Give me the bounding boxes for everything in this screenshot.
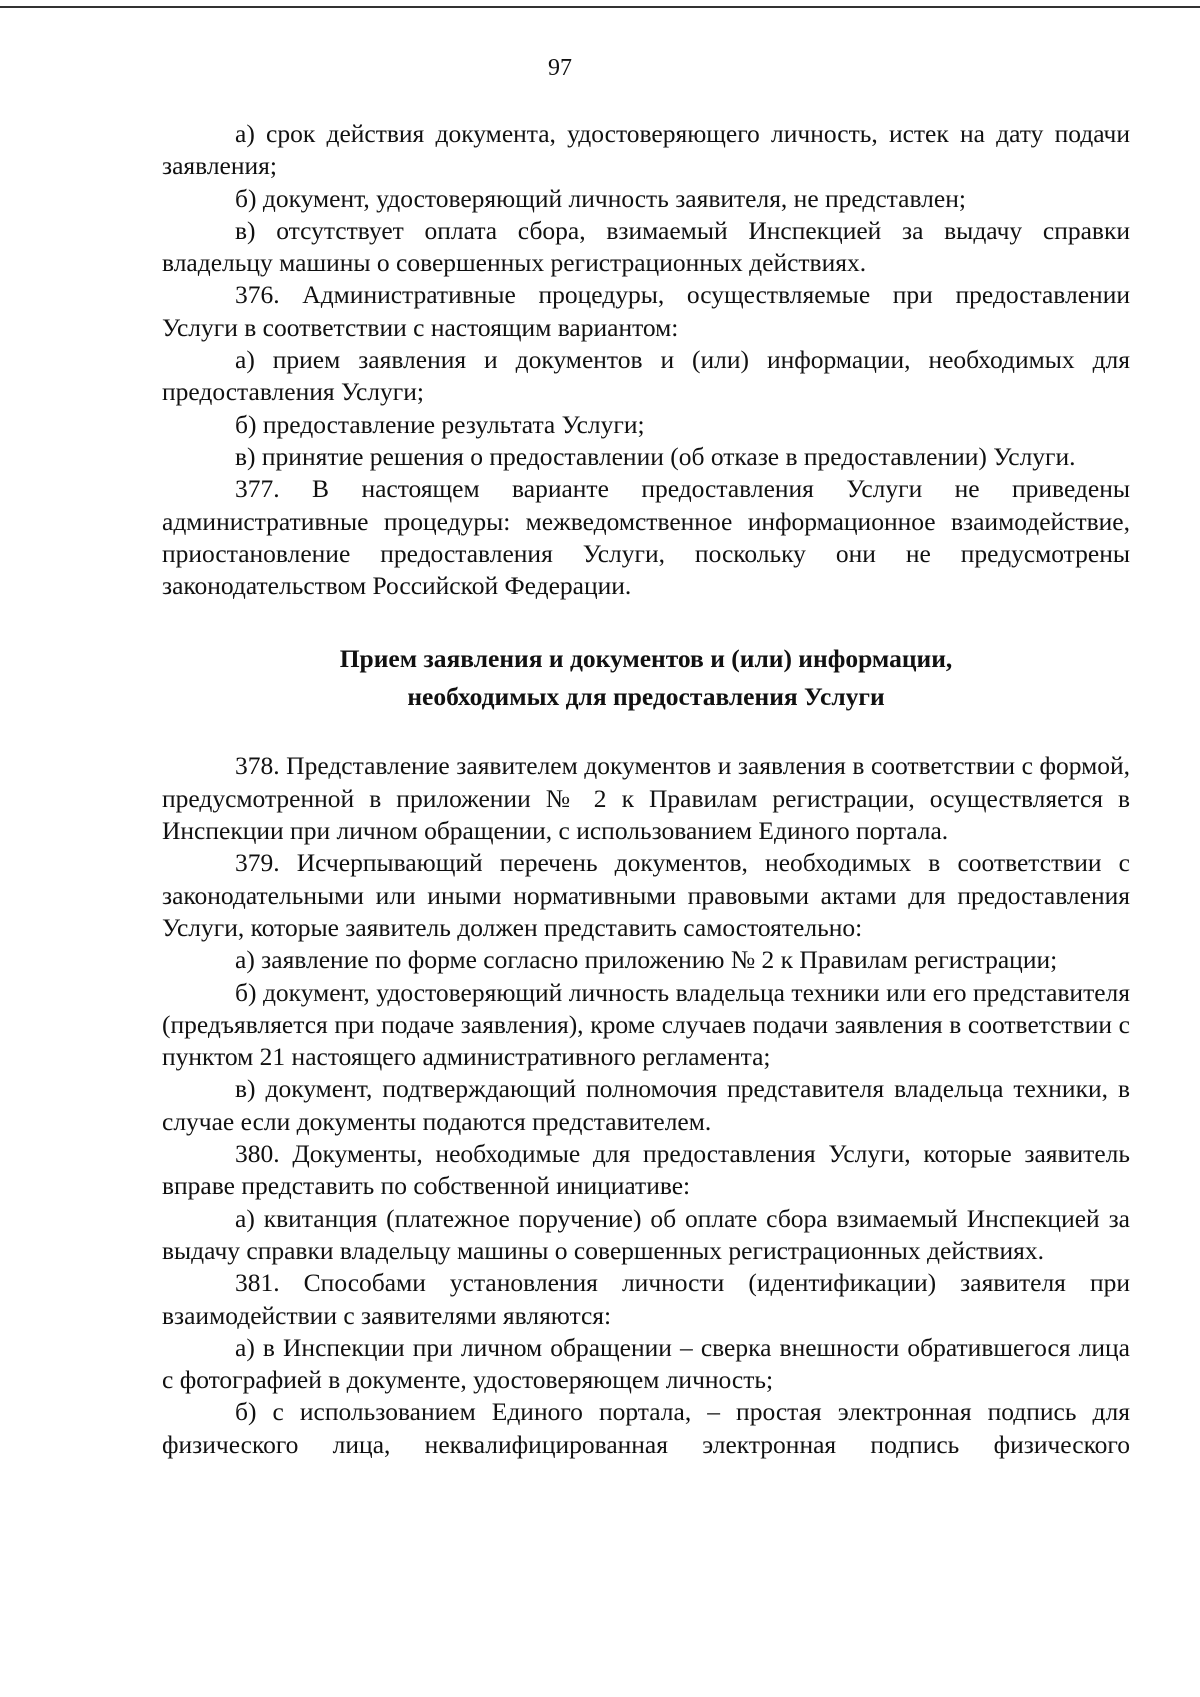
section-heading-line-2: необходимых для предоставления Услуги: [407, 682, 885, 712]
document-body: [162, 118, 1130, 1461]
section-heading-line-1: Прием заявления и документов и (или) информации,: [339, 644, 953, 674]
paragraph-376-b: б) предоставление результата Услуги;: [235, 409, 645, 439]
page-number: 97: [548, 55, 572, 81]
paragraph-381: 381. Способами установления личности (идентификации) заявителя при взаимодействии с заявителями являются:: [162, 1268, 1130, 1330]
paragraph-381-b: б) с использованием Единого портала, – простая электронная подпись для физического лица, неквалифицированная электронная подпись физического: [162, 1397, 1130, 1459]
paragraph-376-v: в) принятие решения о предоставлении (об отказе в предоставлении) Услуги.: [235, 441, 1076, 471]
paragraph-376: 376. Административные процедуры, осуществляемые при предоставлении Услуги в соответствии с настоящим вариантом:: [162, 280, 1130, 342]
paragraph-379: 379. Исчерпывающий перечень документов, необходимых в соответствии с законодательными или иными нормативными правовыми актами для предоставления Услуги, которые заявитель должен представить самостоятельно:: [162, 848, 1130, 942]
paragraph-381-a: а) в Инспекции при личном обращении – сверка внешности обратившегося лица с фотографией в документе, удостоверяющем личность;: [162, 1332, 1130, 1395]
section-heading: [162, 640, 1130, 716]
paragraph-380: 380. Документы, необходимые для предоставления Услуги, которые заявитель вправе представить по собственной инициативе:: [162, 1139, 1130, 1201]
paragraph-376-a: а) прием заявления и документов и (или) информации, необходимых для предоставления Услуги;: [162, 345, 1130, 407]
paragraph-379-a: а) заявление по форме согласно приложению № 2 к Правилам регистрации;: [235, 945, 1058, 975]
paragraph-380-a: а) квитанция (платежное поручение) об оплате сбора взимаемый Инспекцией за выдачу справки владельцу машины о совершенных регистрационных действиях.: [162, 1203, 1130, 1265]
paragraph-379-b: б) документ, удостоверяющий личность владельца техники или его представителя (предъявляется при подаче заявления), кроме случаев подачи заявления в соответствии с пунктом 21 настоящего административного регламента;: [162, 977, 1130, 1072]
paragraph-v-no-fee: в) отсутствует оплата сбора, взимаемый Инспекцией за выдачу справки владельцу машины о совершенных регистрационных действиях.: [162, 215, 1130, 278]
paragraph-a-expired-id: а) срок действия документа, удостоверяющего личность, истек на дату подачи заявления;: [162, 119, 1130, 181]
paragraph-378: 378. Представление заявителем документов и заявления в соответствии с формой, предусмотренной в приложении № 2 к Правилам регистрации, осуществляется в Инспекции при личном обращении, с использованием Единого портала.: [162, 751, 1130, 846]
paragraph-b-id-not-provided: б) документ, удостоверяющий личность заявителя, не представлен;: [235, 183, 966, 213]
paragraph-379-v: в) документ, подтверждающий полномочия представителя владельца техники, в случае если документы подаются представителем.: [162, 1074, 1130, 1136]
paragraph-377: 377. В настоящем варианте предоставления Услуги не приведены административные процедуры: межведомственное информационное взаимодействие, приостановление предоставления Услуги, поскольку они не предусмотрены законодательством Российской Федерации.: [162, 474, 1130, 601]
top-border-line: [0, 6, 1200, 8]
